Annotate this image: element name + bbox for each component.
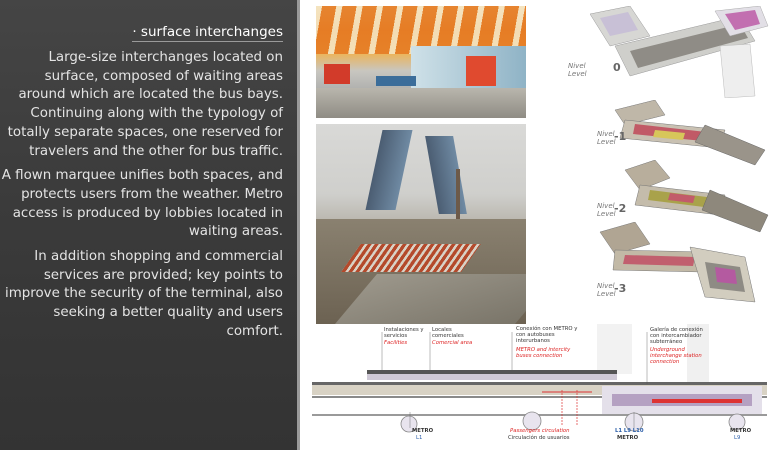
- label-instalaciones: Instalaciones y servicios: [384, 327, 424, 339]
- section-heading: · surface interchanges: [132, 24, 283, 40]
- label-metro-intercity: METRO and intercity buses connection: [516, 347, 571, 359]
- label-metro-center-lines: L1 L9 L10: [615, 428, 644, 434]
- label-metro-left-line: L1: [416, 435, 423, 441]
- label-metro-center: METRO: [617, 435, 639, 441]
- text-panel: [0, 0, 297, 450]
- label-galeria: Galería de conexión con intercambiador subterráneo: [650, 327, 703, 345]
- paragraph-1: Large-size interchanges located on surface, composed of waiting areas around which are located the bus bays. Continuing along with the typology of totally separate spaces, one reserved for travelers and the other for bus traffic.: [7, 50, 283, 159]
- level-minus-2-label: Nivel Level: [597, 202, 616, 218]
- label-metro-right-line: L9: [734, 435, 741, 441]
- level-0-plan: [590, 6, 770, 98]
- aerial-photo: [316, 124, 526, 324]
- level-minus-3-plan: [595, 222, 775, 317]
- cross-section-drawing: [312, 324, 767, 444]
- level-0-label: Nivel Level: [568, 62, 587, 78]
- label-conexion-metro: Conexión con METRO y con autobuses interurbanos: [516, 326, 578, 344]
- label-metro-right: METRO: [730, 428, 752, 434]
- label-facilities: Facilities: [384, 340, 408, 346]
- label-passengers: Passengers circulation: [510, 428, 570, 434]
- level-minus-3-label: Nivel Level: [597, 282, 616, 298]
- level-0-number: 0: [613, 61, 621, 74]
- label-locales: Locales comerciales: [432, 327, 464, 339]
- paragraph-3: In addition shopping and commercial services are provided; key points to improve the security of the terminal, also seeking a better quality and users comfort.: [5, 249, 283, 339]
- level-minus-3-number: -3: [614, 282, 627, 295]
- description-text: [0, 49, 283, 348]
- paragraph-2: A flown marquee unifies both spaces, and protects users from the weather. Metro access is produced by lobbies located in waiting areas.: [1, 168, 283, 240]
- label-comercial-area: Comercial area: [432, 340, 473, 346]
- level-minus-1-number: -1: [614, 130, 627, 143]
- interior-photo: [316, 6, 526, 118]
- label-underground: Underground interchange station connection: [650, 347, 702, 365]
- label-circulacion: Circulación de usuarios: [508, 435, 570, 441]
- level-minus-2-number: -2: [614, 202, 627, 215]
- label-metro-left: METRO: [412, 428, 434, 434]
- level-minus-1-label: Nivel Level: [597, 130, 616, 146]
- image-panel: [300, 0, 780, 450]
